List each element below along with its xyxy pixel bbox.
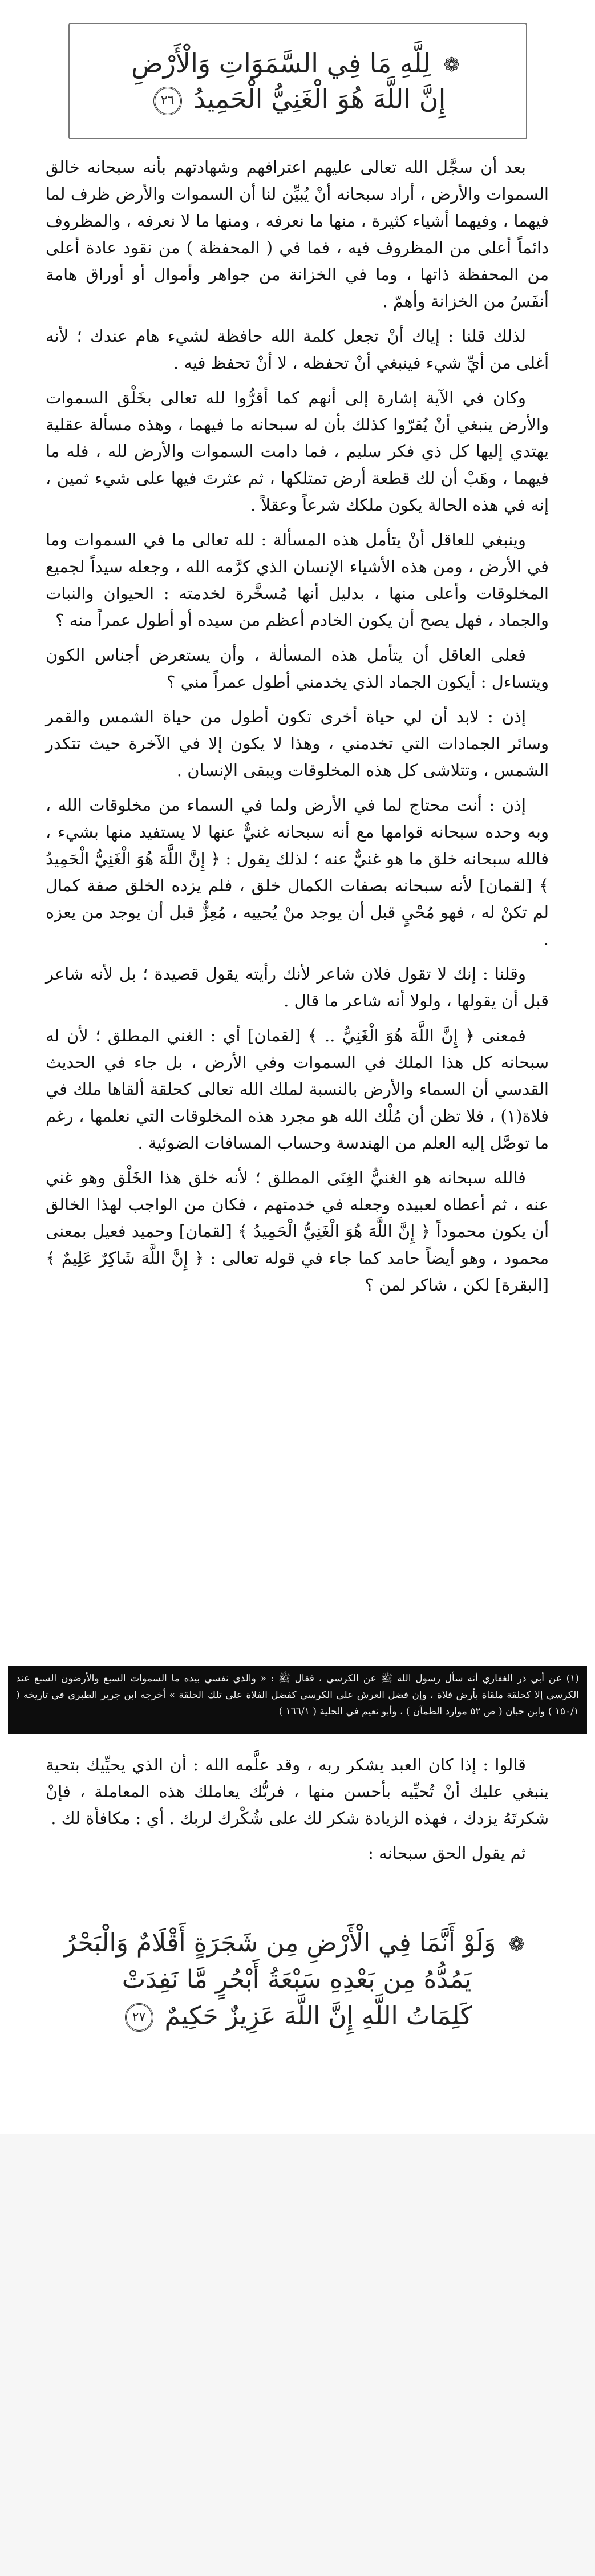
verse-number: ٢٦ [153,87,182,115]
verse-text: كَلِمَاتُ اللَّهِ إِنَّ اللَّهَ عَزِيزٌ حَكِيمٌ [164,2001,472,2031]
paragraph: وقلنا : إنك لا تقول فلان شاعر لأنك رأيته يقول قصيدة ؛ بل لأنه شاعر قبل أن يقولها ، ولولا أنه شاعر ما قال . [46,964,549,1010]
paragraph: بعد أن سجَّل الله تعالى عليهم اعترافهم وشهادتهم بأنه سبحانه خالق السموات والأرض ، أراد سبحانه أنْ يُبيِّن لنا أن السموات والأرض ظرف لما فيهما ، وفيهما أشياء كثيرة ، منها ما نعرفه ، ومنها ما لا نعرفه ، والمظروف دائماً أعلى من المظروف فيه ، فما في ( المحفظة ) من نقود عادة أعلى من المحفظة ذاتها ، وما في الخزانة من جواهر وأموال أو أوراق هامة أنفَسُ من الخزانة وأهمّ . [46,157,549,311]
verse-line: يَمُدُّهُ مِن بَعْدِهِ سَبْعَةُ أَبْحُرٍ مَّا نَفِدَتْ [122,1965,472,1995]
paragraph: قالوا : إذا كان العبد يشكر ربه ، وقد علَّمه الله : أن الذي يحيِّيك بتحية ينبغي عليك أنْ تُحيِّيه بأحسن منها ، فربُّك يعاملك هذه المعاملة ، فإنْ شكرتَهُ يزدك ، فهذه الزيادة شكر لك على شُكْرك لربك . أي : مكافأة لك . [46,1755,549,1828]
paragraph: ثم يقول الحق سبحانه : [368,1843,526,1863]
verse-text: لِلَّهِ مَا فِي السَّمَوَاتِ وَالْأَرْضِ [131,47,431,79]
paragraph: إذن : لابد أن لي حياة أخرى تكون أطول من حياة الشمس والقمر وسائر الجمادات التي تخدمني ، وهذا لا يكون إلا في الآخرة حيث تتكدر الشمس ، وتتلاشى كل هذه المخلوقات ويبقى الإنسان . [46,707,549,780]
verse-number: ٢٧ [125,2003,153,2032]
commentary-body [46,154,549,1307]
verse-line [131,46,464,81]
closing-verse-box [64,1906,525,2054]
verse-line [64,1925,529,1962]
paragraph: فالله سبحانه هو الغنيُّ الغِنَى المطلق ؛ لأنه خلق هذا الخَلْق وهو غني عنه ، ثم أعطاه لعبيده وجعله في خدمتهم ، فكان من الواجب لهذا الخالق أن يكون محموداً ﴿ إِنَّ اللَّهَ هُوَ الْغَنِيُّ الْحَمِيدُ ﴾ [لقمان] وحميد فعيل بمعنى محمود ، وهو أيضاً حامد كما جاء في قوله تعالى : ﴿ إِنَّ اللَّهَ شَاكِرٌ عَلِيمٌ ﴾ [البقرة] لكن ، شاكر لمن ؟ [46,1168,549,1295]
paragraph: فمعنى ﴿ إِنَّ اللَّهَ هُوَ الْغَنِيُّ .. ﴾ [لقمان] أي : الغني المطلق ؛ لأن له سبحانه كل هذا الملك في السموات وفي الأرض ، بل جاء في الحديث القدسي أن السماء والأرض بالنسبة لملك الله تعالى كحلقة ألقاها ملك في فلاة(١) ، فلا تظن أن مُلْك الله هو مجرد هذه المخلوقات التي نعلمها ، رغم ما توصَّل إليه العلم من الهندسة وحساب المسافات الضوئية . [46,1026,549,1152]
verse-text: إِنَّ اللَّهَ هُوَ الْغَنِيُّ الْحَمِيدُ [193,83,446,114]
verse-text: وَلَوْ أَنَّمَا فِي الْأَرْضِ مِن شَجَرَةٍ أَقْلَامٌ وَالْبَحْرُ [64,1928,496,1958]
top-verse-box [68,23,527,139]
paragraph: وينبغي للعاقل أنْ يتأمل هذه المسألة : لله تعالى ما في السموات وما في الأرض ، ومن هذه الأشياء الإنسان الذي كرَّمه الله ، وجعله سيداً لجميع المخلوقات وأعلى منها ، بدليل أنها مُسخَّرة لخدمته : الحيوان والنبات والجماد ، فهل يصح أن يكون الخادم أعظم من سيده أو أطول عمراً منه ؟ [46,530,549,630]
paragraph: فعلى العاقل أن يتأمل هذه المسألة ، وأن يستعرض أجناس الكون ويتساءل : أيكون الجماد الذي يخدمني أطول عمراً مني ؟ [46,645,549,691]
footnote: (١) عن أبي ذر الغفاري أنه سأل رسول الله ﷺ عن الكرسي ، فقال ﷺ : « والذي نفسي بيده ما السموات السبع والأرضون السبع عند الكرسي إلا كحلقة ملقاة بأرض فلاة ، وإن فضل العرش على الكرسي كفضل الفلاة على تلك الحلقة » أخرجه ابن جرير الطبري في تاريخه ( ١٥٠/١ ) وابن حبان ( ص ٥٢ موارد الظمآن ) ، وأبو نعيم في الحلية ( ١٦٦/١ ) [8,1666,587,1734]
paragraph: لذلك قلنا : إياك أنْ تجعل كلمة الله حافظة لشيء هام عندك ؛ لأنه أغلى من أيِّ شيء فينبغي أنْ تحفظه ، لا أنْ تحفظ فيه . [46,326,549,373]
paragraph: إذن : أنت محتاج لما في الأرض ولما في السماء من مخلوقات الله ، وبه وحده سبحانه قوامها مع أنه سبحانه غنيٌّ عنها لا يستفيد منها بشيء ، فالله سبحانه خلق ما هو غنيٌّ عنه ؛ لذلك يقول : ﴿ إِنَّ اللَّهَ هُوَ الْغَنِيُّ الْحَمِيدُ ﴾ [لقمان] لأنه سبحانه بصفات الكمال خلق ، فلم يزده الخلق صفة كمال لم تكنْ له ، فهو مُحْيٍ قبل أن يوجد منْ يُحييه ، مُعِزٌّ قبل أن يوجد من يعزه . [46,795,549,949]
rosette-icon: ❁ [443,53,460,76]
rosette-icon: ❁ [508,1933,525,1956]
paragraph: وكان في الآية إشارة إلى أنهم كما أقرُّوا لله تعالى بخَلْق السموات والأرض ينبغي أنْ يُقرّوا كذلك بأن له سبحانه ما فيهما ، وهذه مسألة عقلية يهتدي إليها كل ذي فكر سليم ، فما دامت السموات والأرض لله ، فله ما فيهما ، وهَبْ أن لك قطعة أرض تمتلكها ، ثم عثرتَ فيها على شيء ثمين ، إنه في هذه الحالة يكون ملكك شرعاً وعقلاً . [46,388,549,515]
verse-line [150,81,446,116]
page-bottom-area [0,2134,595,2576]
commentary-continued [46,1752,549,1875]
verse-line [122,1998,472,2035]
